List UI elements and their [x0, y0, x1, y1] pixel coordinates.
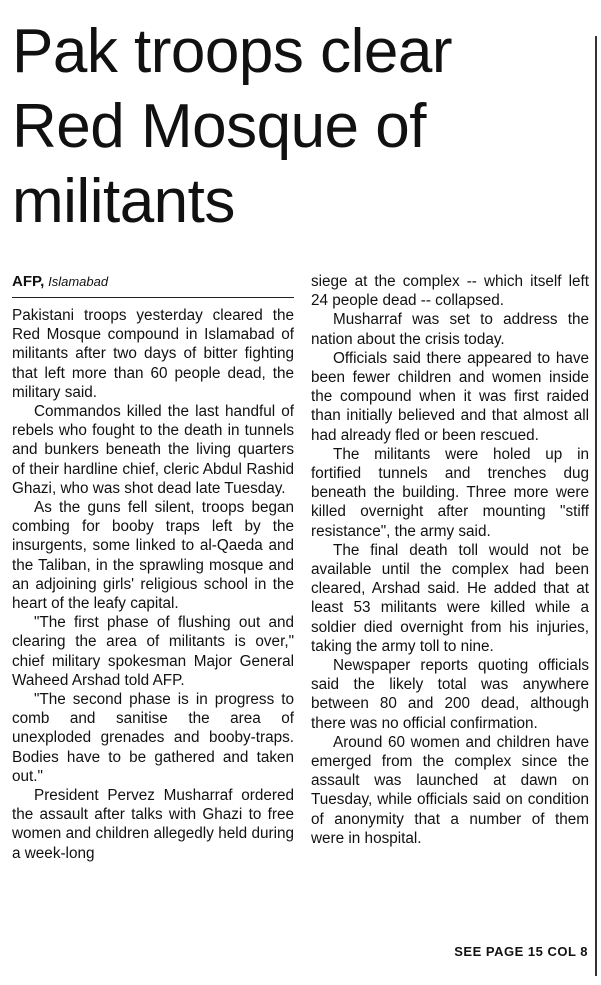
- continued-on-label: SEE PAGE 15 COL 8: [454, 944, 588, 959]
- paragraph: Commandos killed the last handful of rebels who fought to the death in tunnels and bunkers beneath the living quarters of their hardline chief, cleric Abdul Rashid Ghazi, who was shot dead late Tuesday.: [12, 403, 294, 497]
- paragraph: The militants were holed up in fortified tunnels and trenches dug beneath the building. Three more were killed overnight after mounting "stiff resistance", the army said.: [311, 445, 589, 540]
- paragraph: Musharraf was set to address the nation about the crisis today.: [311, 311, 589, 348]
- headline-line-2: Red Mosque of: [12, 92, 426, 161]
- byline: [12, 272, 294, 298]
- article-column-2: [311, 272, 589, 848]
- byline-agency: AFP,: [12, 273, 45, 290]
- headline-line-1: Pak troops clear: [12, 17, 452, 86]
- byline-place: Islamabad: [48, 274, 109, 289]
- paragraph: President Pervez Musharraf ordered the assault after talks with Ghazi to free women and children allegedly held during a week-long: [12, 787, 294, 862]
- column-rule: [595, 36, 597, 976]
- paragraph: As the guns fell silent, troops began combing for booby traps left by the insurgents, some linked to al-Qaeda and the Taliban, in the sprawling mosque and an adjoining girls' religious school in the heart of the leafy capital.: [12, 499, 294, 613]
- paragraph: "The second phase is in progress to comb and sanitise the area of unexploded grenades and booby-traps. Bodies have to be gathered and taken out.": [12, 691, 294, 785]
- paragraph: siege at the complex -- which itself left 24 people dead -- collapsed.: [311, 273, 589, 310]
- paragraph: The final death toll would not be available until the complex had been cleared, Arshad said. He added that at least 53 militants were killed while a soldier died overnight from his injuries, taking the army toll to nine.: [311, 541, 589, 655]
- headline-line-3: militants: [12, 167, 235, 236]
- paragraph: Pakistani troops yesterday cleared the Red Mosque compound in Islamabad of militants after two days of bitter fighting that left more than 60 people dead, the military said.: [12, 307, 294, 401]
- paragraph: Officials said there appeared to have been fewer children and women inside the compound when it was first raided than initially believed and that almost all had already fled or been rescued.: [311, 349, 589, 444]
- headline: [12, 14, 592, 239]
- paragraph: Newspaper reports quoting officials said the likely total was anywhere between 80 and 200 dead, although there was no official confirmation.: [311, 657, 589, 732]
- article-column-1: [12, 272, 294, 863]
- paragraph: "The first phase of flushing out and clearing the area of militants is over," chief military spokesman Major General Waheed Arshad told AFP.: [12, 614, 294, 689]
- paragraph: Around 60 women and children have emerged from the complex since the assault was launched at dawn on Tuesday, while officials said on condition of anonymity that a number of them were in hospital.: [311, 733, 589, 847]
